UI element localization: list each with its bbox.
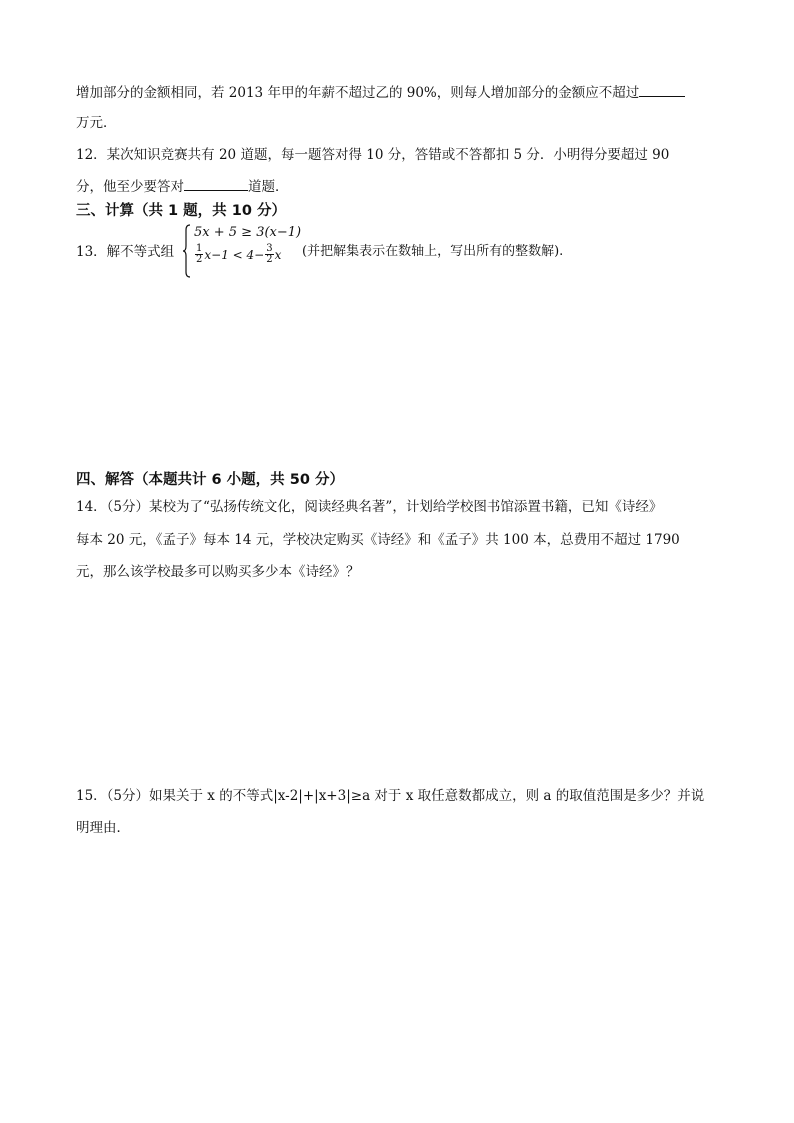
- inequality-system: [182, 224, 312, 278]
- q11-line-2: [76, 113, 117, 133]
- q11-line-1: [76, 82, 685, 103]
- q12-line-1: [76, 145, 669, 165]
- inequality-2: [194, 244, 281, 265]
- q13-instruction: (并把解集表示在数轴上，写出所有的整数解).: [302, 244, 564, 259]
- q15-line-1: 15．（5分）如果关于 x 的不等式|x-2|+|x+3|≥a 对于 x 取任意数都成立，则 a 的取值范围是多少？并说: [76, 788, 705, 804]
- q11-answer-blank[interactable]: [639, 82, 685, 97]
- q11-text-1: 增加部分的金额相同，若 2013 年甲的年薪不超过乙的 90%，则每人增加部分的金额应不超过: [76, 85, 640, 101]
- q11-text-2: 万元．: [76, 115, 117, 131]
- q12-text-2a: 分，他至少要答对: [76, 179, 184, 195]
- q12-line-2: [76, 176, 289, 197]
- q13-prefix: 13．解不等式组: [76, 244, 175, 260]
- inequality-2-middle: x−1 < 4−: [204, 247, 265, 262]
- q14-line-1: 14．（5分）某校为了“弘扬传统文化，阅读经典名著”，计划给学校图书馆添置书籍，已知《诗经》: [76, 499, 663, 515]
- section-3-heading: 三、计算（共 1 题，共 10 分）: [76, 203, 286, 219]
- left-brace-icon: [182, 224, 192, 278]
- section-4-heading: 四、解答（本题共计 6 小题，共 50 分）: [76, 472, 344, 488]
- fraction-three-halves: $\frac{3}{2}$: [266, 243, 273, 265]
- q12-text-2b: 道题．: [248, 179, 289, 195]
- q14-line-2: 每本 20 元，《孟子》每本 14 元，学校决定购买《诗经》和《孟子》共 100 本，总费用不超过 1790: [76, 532, 680, 548]
- fraction-one-half: $\frac{1}{2}$: [196, 243, 203, 265]
- inequality-1: 5x + 5 ≥ 3(x−1): [194, 225, 302, 240]
- q15-line-2: 明理由．: [76, 820, 130, 836]
- q14-line-3: 元，那么该学校最多可以购买多少本《诗经》？: [76, 564, 360, 580]
- inequality-2-end: x: [274, 247, 282, 262]
- q12-text-1: 12．某次知识竞赛共有 20 道题，每一题答对得 10 分，答错或不答都扣 5 分．小明得分要超过 90: [76, 147, 670, 163]
- q12-answer-blank[interactable]: [184, 176, 248, 191]
